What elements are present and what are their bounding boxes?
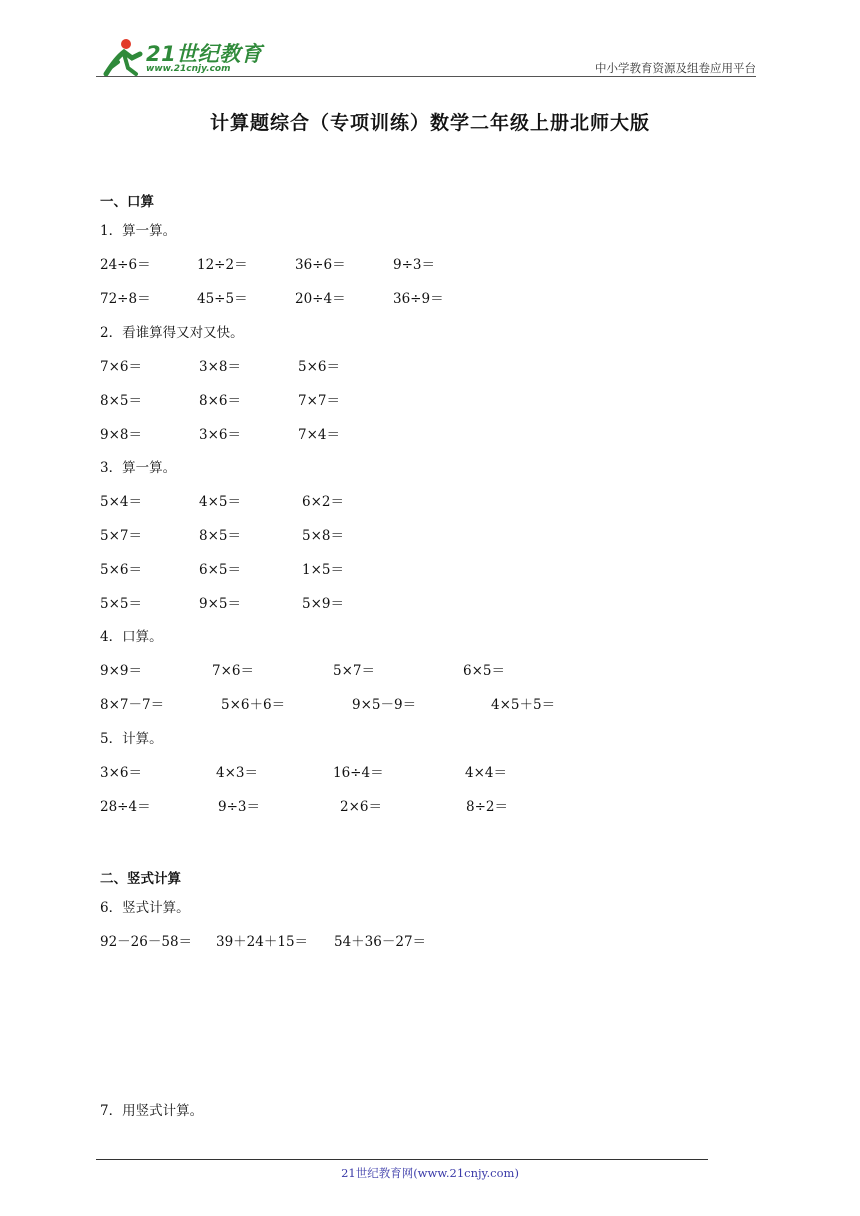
- problem: 6×5＝: [199, 562, 241, 578]
- question-label: 1．算一算。: [100, 223, 177, 239]
- problem: 45÷5＝: [197, 291, 248, 307]
- problem: 9÷3＝: [393, 257, 435, 273]
- question-label: 2．看谁算得又对又快。: [100, 325, 244, 341]
- problem: 5×4＝: [100, 494, 142, 510]
- problem: 5×7＝: [333, 663, 375, 679]
- problem: 5×6＝: [100, 562, 142, 578]
- problem: 36÷9＝: [393, 291, 444, 307]
- logo-text: 21世纪教育: [146, 42, 263, 66]
- problem: 28÷4＝: [100, 799, 151, 815]
- problem: 8÷2＝: [466, 799, 508, 815]
- problem: 1×5＝: [302, 562, 344, 578]
- question-label: 4．口算。: [100, 629, 163, 645]
- problem: 7×6＝: [212, 663, 254, 679]
- problem: 12÷2＝: [197, 257, 248, 273]
- question-label: 3．算一算。: [100, 460, 177, 476]
- problem: 39＋24＋15＝: [216, 934, 309, 950]
- problem: 4×4＝: [465, 765, 507, 781]
- problem: 2×6＝: [340, 799, 382, 815]
- problem: 8×7－7＝: [100, 697, 165, 713]
- problem: 5×6＋6＝: [221, 697, 286, 713]
- problem: 9×5＝: [199, 596, 241, 612]
- header-platform-text: 中小学教育资源及组卷应用平台: [595, 61, 756, 75]
- runner-logo-icon: [96, 36, 146, 78]
- document-title: 计算题综合（专项训练）数学二年级上册北师大版: [209, 112, 650, 134]
- problem: 8×5＝: [199, 528, 241, 544]
- problem: 24÷6＝: [100, 257, 151, 273]
- problem: 3×8＝: [199, 359, 241, 375]
- problem: 5×8＝: [302, 528, 344, 544]
- problem: 9×8＝: [100, 427, 142, 443]
- problem: 92－26－58＝: [100, 934, 193, 950]
- problem: 5×9＝: [302, 596, 344, 612]
- problem: 9÷3＝: [218, 799, 260, 815]
- footer-divider: [96, 1159, 708, 1160]
- section-heading: 一、口算: [100, 194, 154, 210]
- problem: 72÷8＝: [100, 291, 151, 307]
- problem: 6×2＝: [302, 494, 344, 510]
- problem: 8×5＝: [100, 393, 142, 409]
- problem: 9×5－9＝: [352, 697, 417, 713]
- problem: 54＋36－27＝: [334, 934, 427, 950]
- question-label: 6．竖式计算。: [100, 900, 190, 916]
- problem: 16÷4＝: [333, 765, 384, 781]
- problem: 5×6＝: [298, 359, 340, 375]
- problem: 9×9＝: [100, 663, 142, 679]
- footer-text: 21世纪教育网(www.21cnjy.com): [341, 1166, 519, 1180]
- header-divider: [96, 76, 756, 77]
- problem: 36÷6＝: [295, 257, 346, 273]
- problem: 7×7＝: [298, 393, 340, 409]
- problem: 3×6＝: [100, 765, 142, 781]
- problem: 4×3＝: [216, 765, 258, 781]
- problem: 4×5＋5＝: [491, 697, 556, 713]
- question-label: 5．计算。: [100, 731, 163, 747]
- problem: 6×5＝: [463, 663, 505, 679]
- problem: 3×6＝: [199, 427, 241, 443]
- logo-url: www.21cnjy.com: [146, 64, 231, 74]
- problem: 4×5＝: [199, 494, 241, 510]
- section-heading: 二、竖式计算: [100, 871, 181, 887]
- problem: 7×6＝: [100, 359, 142, 375]
- problem: 8×6＝: [199, 393, 241, 409]
- problem: 5×5＝: [100, 596, 142, 612]
- problem: 5×7＝: [100, 528, 142, 544]
- problem: 20÷4＝: [295, 291, 346, 307]
- question-label: 7．用竖式计算。: [100, 1103, 204, 1119]
- problem: 7×4＝: [298, 427, 340, 443]
